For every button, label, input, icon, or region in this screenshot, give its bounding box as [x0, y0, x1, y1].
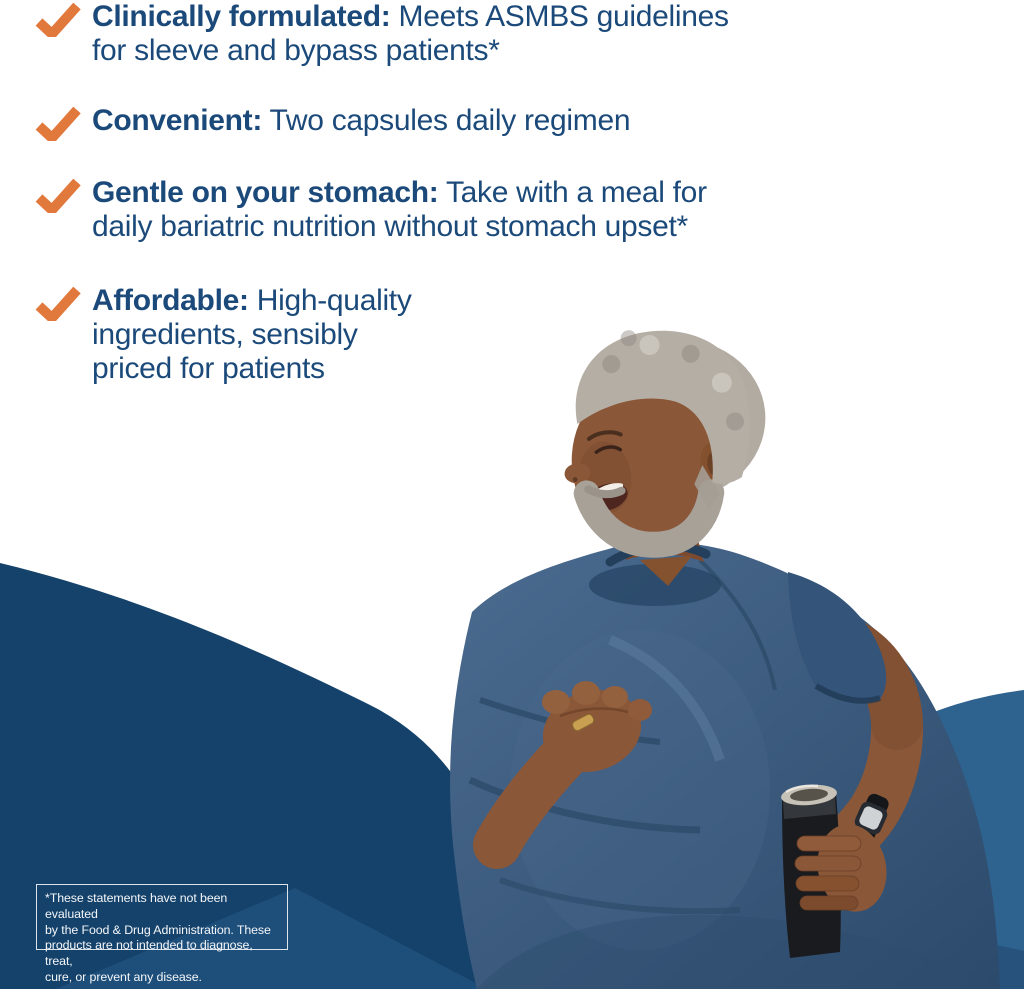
bullet-bold: Clinically formulated:: [92, 0, 391, 33]
bullet-line: priced for patients: [92, 352, 325, 385]
bullet-line: daily bariatric nutrition without stomach upset*: [92, 210, 688, 243]
bullet-affordable: [35, 284, 412, 386]
bullet-text-block: [92, 0, 729, 68]
bullet-text-block: [92, 104, 630, 138]
bullet-rest: Meets ASMBS guidelines: [390, 0, 729, 33]
disclaimer-line: *These statements have not been evaluated: [45, 891, 228, 921]
bullet-rest: High-quality: [248, 284, 412, 317]
bullet-bold: Convenient:: [92, 104, 263, 137]
check-icon: [35, 179, 81, 213]
disclaimer-line: products are not intended to diagnose, treat,: [45, 938, 253, 969]
bullet-rest: Take with a meal for: [438, 176, 707, 209]
bullet-clinically-formulated: [35, 0, 729, 68]
bullet-rest: Two capsules daily regimen: [262, 104, 631, 137]
bullet-line: [92, 176, 707, 210]
bullet-line: ingredients, sensibly: [92, 318, 358, 351]
bullet-text-block: [92, 284, 412, 386]
disclaimer-line: by the Food & Drug Administration. These: [45, 922, 271, 937]
bullet-line: [92, 0, 729, 34]
bullet-bold: Affordable:: [92, 284, 249, 317]
bullet-bold: Gentle on your stomach:: [92, 176, 439, 209]
check-icon: [35, 107, 81, 141]
disclaimer-line: cure, or prevent any disease.: [45, 969, 202, 984]
check-icon: [35, 3, 81, 37]
bullet-text-block: [92, 176, 707, 244]
bullet-convenient: [35, 104, 630, 138]
bullet-line: [92, 284, 412, 318]
bullet-line: for sleeve and bypass patients*: [92, 34, 500, 67]
bullet-line: [92, 104, 630, 138]
fda-disclaimer-box: [36, 884, 288, 984]
bullet-gentle-stomach: [35, 176, 707, 244]
check-icon: [35, 287, 81, 321]
